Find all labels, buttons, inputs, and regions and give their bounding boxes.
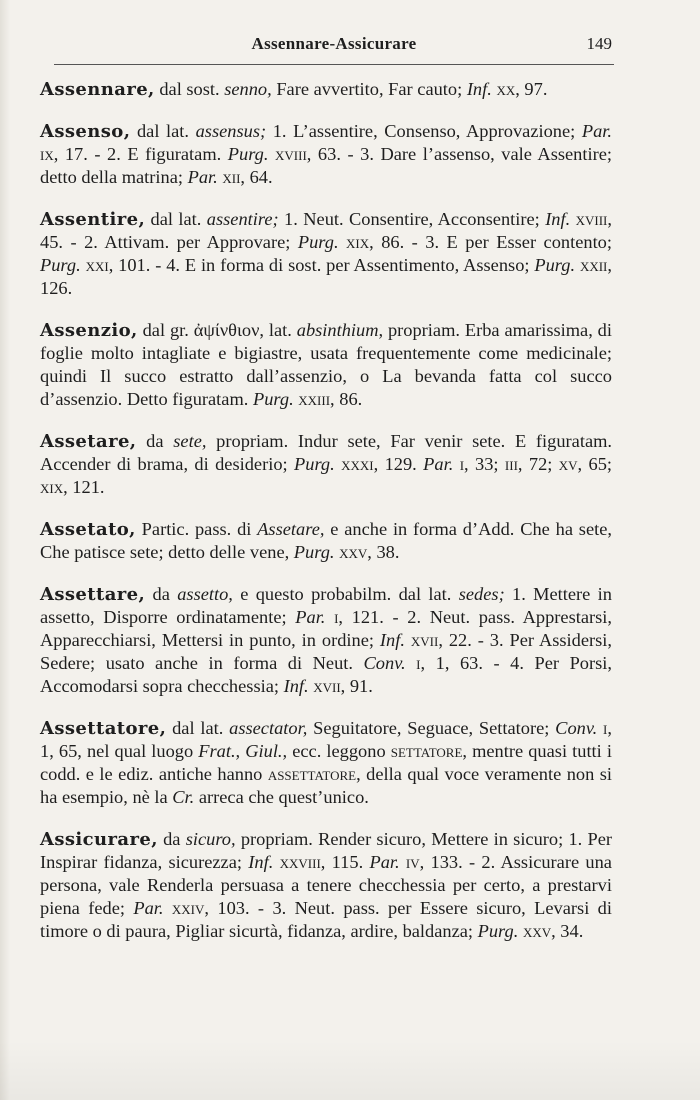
entry-italic-text: Frat., Giul.,	[198, 741, 288, 761]
entry-canto-numeral: xxiv	[171, 898, 205, 918]
entry-canto-numeral: iii	[504, 454, 518, 474]
entry-italic-text: sicuro,	[185, 829, 236, 849]
entry-canto-numeral: xii	[222, 167, 241, 187]
entry-text: , 63. - 3. Dare l’assenso, vale Assentire; detto della matrina;	[40, 144, 612, 187]
entry-text: Partic. pass. di	[135, 519, 258, 539]
entry-italic-text: assetto,	[177, 584, 233, 604]
entry-text: 1. Mettere in assetto, Disporre ordinatamente;	[40, 584, 612, 627]
entry-text: , 86. - 3. E per Esser contento;	[369, 232, 612, 252]
entry-text: da	[145, 584, 178, 604]
entry-canto-numeral: ix	[40, 144, 54, 164]
entries-body	[40, 78, 612, 962]
entry-text: 1. L’assentire, Consenso, Approvazione;	[266, 121, 582, 141]
dictionary-entry	[40, 208, 612, 300]
entry-canto-numeral: xx	[496, 79, 516, 99]
entry-italic-text: Purg.	[227, 144, 269, 164]
entry-canto-numeral: xvii	[313, 676, 341, 696]
entry-canto-numeral: iv	[405, 852, 420, 872]
entry-text: arreca che quest’unico.	[194, 787, 369, 807]
entry-canto-numeral: xix	[346, 232, 370, 252]
entry-canto-numeral: xxxi	[341, 454, 374, 474]
entry-italic-text: Inf.	[248, 852, 274, 872]
dictionary-entry	[40, 120, 612, 189]
entry-text	[164, 898, 172, 918]
entry-canto-numeral: i	[459, 454, 465, 474]
entry-text: , 33;	[464, 454, 505, 474]
dictionary-entry	[40, 518, 612, 564]
entry-text: , della qual voce veramente non si ha esempio, nè la	[40, 764, 613, 807]
entry-text: , 1, 65, nel qual luogo	[40, 718, 612, 761]
entry-text: , 1, 63. - 4. Per Porsi, Accomodarsi sopra checchessia;	[40, 653, 612, 696]
entry-canto-numeral: xxv	[522, 921, 552, 941]
entry-italic-text: sedes;	[458, 584, 505, 604]
entry-italic-text: Par.	[423, 454, 454, 474]
entry-canto-numeral: xv	[558, 454, 578, 474]
dictionary-entry	[40, 78, 612, 101]
entry-italic-text: Inf.	[466, 79, 492, 99]
entry-text: propriam. Render sicuro, Mettere in sicuro; 1. Per Inspirar fidanza, sicurezza;	[40, 829, 612, 872]
entry-italic-text: Purg.	[534, 255, 576, 275]
entry-text: propriam. Erba amarissima, di foglie molto intagliate e bigiastre, usata frequentemente come medicinale; quindi Il succo estratto dall’assenzio, o La bevanda fatta col succo d’assenzio. Detto figuratam.	[40, 320, 612, 409]
entry-text: , 86.	[330, 389, 363, 409]
entry-italic-text: Inf.	[283, 676, 309, 696]
entry-headword: Assetare,	[40, 431, 137, 452]
entry-italic-text: Purg.	[477, 921, 519, 941]
entry-text	[339, 232, 346, 252]
entry-canto-numeral: xviii	[275, 144, 307, 164]
entry-text: e questo probabilm. dal lat.	[232, 584, 459, 604]
entry-italic-text: Par.	[369, 852, 400, 872]
entry-italic-text: Inf.	[379, 630, 405, 650]
entry-text: Fare avvertito, Far cauto;	[271, 79, 467, 99]
entry-canto-numeral: i	[603, 718, 608, 738]
entry-headword: Assentire,	[40, 209, 146, 230]
entry-text: , 101. - 4. E in forma di sost. per Assentimento, Assenso;	[108, 255, 535, 275]
entry-canto-numeral: xxiii	[298, 389, 331, 409]
entry-italic-text: Par.	[295, 607, 326, 627]
entry-text: propriam. Indur sete, Far venir sete. E figuratam. Accender di brama, di desiderio;	[40, 431, 613, 474]
entry-text: 1. Neut. Consentire, Acconsentire;	[278, 209, 546, 229]
entry-text: dal lat.	[166, 718, 230, 738]
entry-text: , 121. - 2. Neut. pass. Apprestarsi, Apparecchiarsi, Mettersi in punto, in ordine;	[40, 607, 613, 650]
entry-canto-numeral: settatore	[390, 741, 463, 761]
entry-text: dal sost.	[154, 79, 225, 99]
entry-canto-numeral: xxv	[339, 542, 368, 562]
entry-text: , 133. - 2. Assicurare una persona, vale Renderla persuasa a tenere checchessia per certo, a prestarvi piena fede;	[40, 852, 612, 918]
entry-text: , 129.	[373, 454, 424, 474]
entry-headword: Assenso,	[40, 121, 131, 142]
entry-headword: Assennare,	[40, 79, 155, 100]
entry-canto-numeral: i	[334, 607, 339, 627]
entry-italic-text: Conv.	[363, 653, 406, 673]
entry-canto-numeral: xxviii	[279, 852, 321, 872]
entry-italic-text: absinthium,	[296, 320, 384, 340]
dictionary-entry	[40, 319, 612, 411]
running-title: Assennare-Assicurare	[251, 34, 417, 53]
entry-italic-text: Purg.	[293, 542, 335, 562]
dictionary-entry	[40, 828, 612, 943]
entry-italic-text: Par.	[133, 898, 164, 918]
entry-italic-text: Par.	[581, 121, 613, 141]
entry-text: , 17. - 2. E figuratam.	[53, 144, 228, 164]
entry-headword: Assicurare,	[40, 829, 158, 850]
entry-text: e anche in forma d’Add. Che ha sete, Che patisce sete; detto delle vene,	[40, 519, 612, 562]
dictionary-entry	[40, 430, 612, 499]
header-rule	[54, 64, 614, 65]
entry-text: dal lat.	[145, 209, 207, 229]
entry-text: , 64.	[240, 167, 273, 187]
entry-text: , 97.	[515, 79, 548, 99]
entry-italic-text: Par.	[187, 167, 218, 187]
entry-italic-text: Conv.	[555, 718, 598, 738]
entry-text	[406, 653, 417, 673]
page-number: 149	[586, 34, 612, 53]
entry-text: , 103. - 3. Neut. pass. per Essere sicuro, Levarsi di timore o di paura, Pigliar sicurtà, fidanza, ardire, baldanza;	[40, 898, 612, 941]
dictionary-entry	[40, 717, 612, 809]
entry-text: , 91.	[340, 676, 373, 696]
entry-text: , 72;	[517, 454, 559, 474]
entry-text: , 45. - 2. Attivam. per Approvare;	[40, 209, 612, 252]
entry-headword: Assettare,	[40, 584, 146, 605]
entry-text: da	[136, 431, 174, 451]
entry-text: dal lat.	[130, 121, 196, 141]
entry-text: , 38.	[367, 542, 400, 562]
entry-canto-numeral: xxii	[579, 255, 608, 275]
entry-text: , 22. - 3. Per Assidersi, Sedere; usato anche in forma di Neut.	[40, 630, 612, 673]
entry-text: da	[157, 829, 186, 849]
entry-text: , mentre quasi tutti i codd. e le ediz. antiche hanno	[40, 741, 612, 784]
entry-text: , 126.	[40, 255, 612, 298]
entry-italic-text: assensus;	[195, 121, 267, 141]
running-header	[54, 34, 614, 60]
entry-italic-text: Cr.	[172, 787, 195, 807]
entry-italic-text: senno,	[224, 79, 272, 99]
entry-text	[325, 607, 334, 627]
entry-italic-text: Inf.	[545, 209, 571, 229]
entry-canto-numeral: xviii	[575, 209, 608, 229]
entry-text: Seguitatore, Seguace, Settatore;	[307, 718, 556, 738]
entry-text: , 121.	[63, 477, 105, 497]
entry-text: , 65;	[577, 454, 613, 474]
entry-text: , 34.	[551, 921, 584, 941]
entry-text: ecc. leggono	[287, 741, 391, 761]
entry-italic-text: Purg.	[252, 389, 294, 409]
entry-italic-text: assectator,	[229, 718, 308, 738]
entry-canto-numeral: assettatore	[267, 764, 357, 784]
entry-italic-text: Purg.	[40, 255, 81, 275]
dictionary-entry	[40, 583, 612, 698]
entry-canto-numeral: i	[416, 653, 421, 673]
entry-headword: Assenzio,	[40, 320, 138, 341]
entry-headword: Assettatore,	[40, 718, 167, 739]
entry-canto-numeral: xvii	[410, 630, 439, 650]
entry-italic-text: assentire;	[206, 209, 279, 229]
entry-italic-text: Purg.	[294, 454, 335, 474]
entry-text: , 115.	[320, 852, 370, 872]
entry-italic-text: Assetare,	[257, 519, 325, 539]
page-spine-shadow	[0, 0, 10, 1100]
entry-canto-numeral: xix	[40, 477, 64, 497]
entry-text: dal gr. ἀψίνθιον, lat.	[137, 320, 297, 340]
page-bottom-shade	[0, 1040, 700, 1100]
entry-headword: Assetato,	[40, 519, 136, 540]
entry-canto-numeral: xxi	[85, 255, 109, 275]
entry-italic-text: sete,	[173, 431, 207, 451]
entry-italic-text: Purg.	[297, 232, 339, 252]
